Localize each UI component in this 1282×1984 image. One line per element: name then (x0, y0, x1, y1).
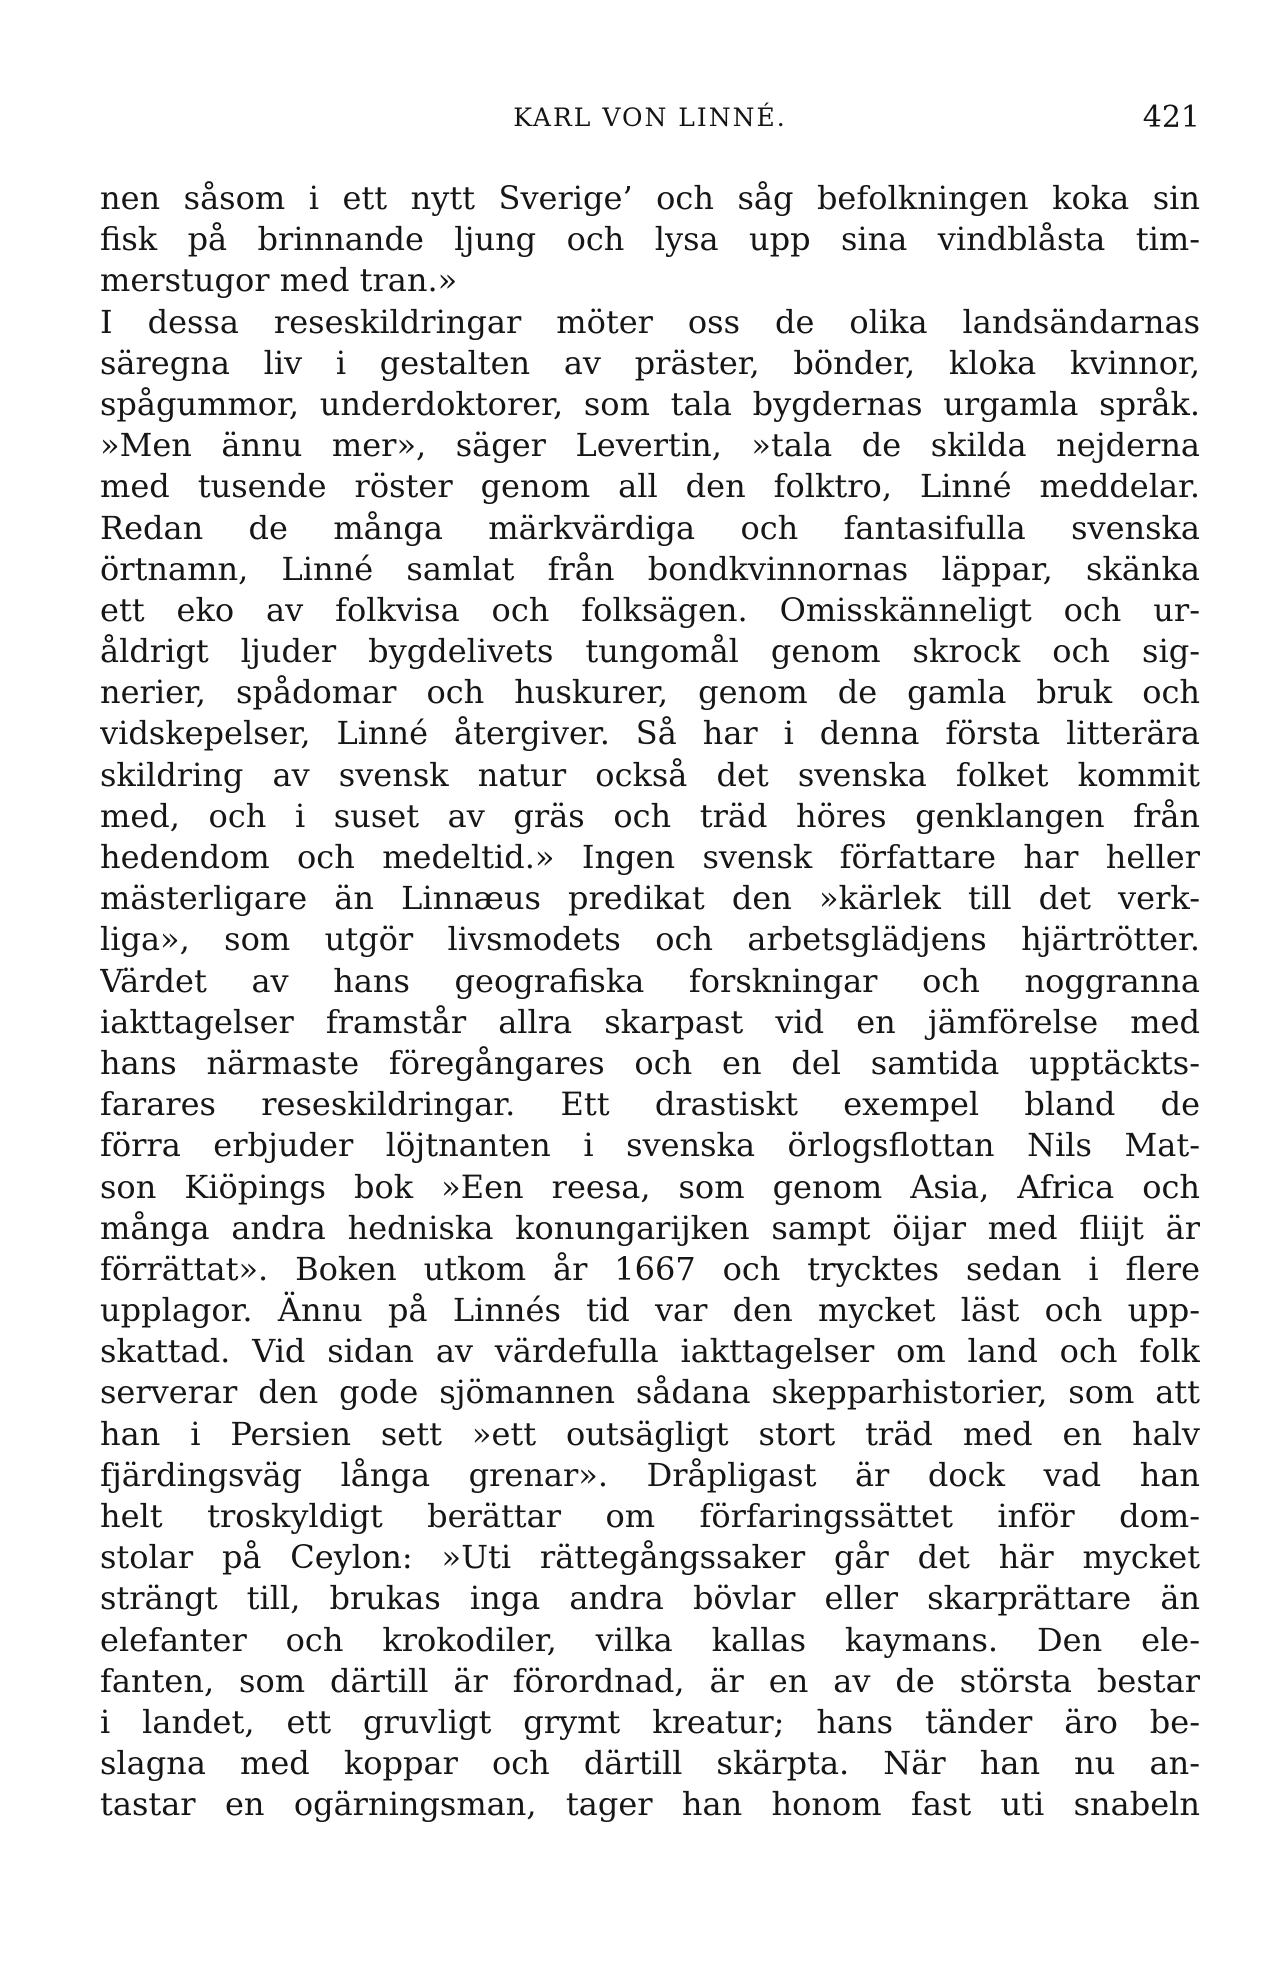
text-line: helt troskyldigt berättar om förfaringssättet inför dom- (100, 1497, 1200, 1535)
text-line: örtnamn, Linné samlat från bondkvinnornas läppar, skänka (100, 549, 1200, 588)
text-line: hans närmaste föregångares och en del samtida upptäckts- (100, 1043, 1200, 1082)
text-line: han i Persien sett »ett outsägligt stort träd med en halv (100, 1414, 1200, 1453)
text-line: iakttagelser framstår allra skarpast vid en jämförelse med (100, 1002, 1200, 1041)
text-line: spågummor, underdoktorer, som tala bygdernas urgamla språk. (100, 384, 1200, 423)
text-line: många andra hedniska konungarijken sampt öijar med fliijt är (100, 1208, 1200, 1247)
text-line: ett eko av folkvisa och folksägen. Omisskänneligt och ur- (100, 590, 1200, 629)
text-line: vidskepelser, Linné återgiver. Så har i denna första litterära (100, 714, 1200, 753)
text-line: mästerligare än Linnæus predikat den »kärlek till det verk- (100, 879, 1200, 918)
text-line: åldrigt ljuder bygdelivets tungomål genom skrock och sig- (100, 632, 1200, 671)
text-line: merstugor med tran.» (100, 261, 458, 300)
text-line: fjärdingsväg långa grenar». Dråpligast är dock vad han (100, 1455, 1200, 1494)
text-line: strängt till, brukas inga andra bövlar eller skarprättare än (100, 1579, 1200, 1618)
running-title: KARL VON LINNÉ. (513, 103, 787, 132)
text-line: skattad. Vid sidan av värdefulla iakttagelser om land och folk (100, 1332, 1200, 1371)
text-line: tastar en ogärningsman, tager han honom fast uti snabeln (100, 1785, 1200, 1824)
page-number: 421 (1142, 100, 1200, 135)
text-line: säregna liv i gestalten av präster, bönder, kloka kvinnor, (100, 343, 1200, 382)
text-line: fisk på brinnande ljung och lysa upp sina vindblåsta tim- (100, 220, 1200, 259)
text-line: nerier, spådomar och huskurer, genom de gamla bruk och (100, 673, 1200, 712)
text-line: »Men ännu mer», säger Levertin, »tala de skilda nejderna (100, 426, 1200, 465)
text-line: Redan de många märkvärdiga och fantasifulla svenska (100, 508, 1200, 547)
text-line: stolar på Ceylon: »Uti rättegångssaker går det här mycket (100, 1538, 1200, 1577)
text-line: fanten, som därtill är förordnad, är en av de största bestar (100, 1661, 1200, 1700)
text-line: elefanter och krokodiler, vilka kallas kaymans. Den ele- (100, 1620, 1200, 1659)
text-line: nen såsom i ett nytt Sverige’ och såg befolkningen koka sin (100, 179, 1200, 217)
text-line: förra erbjuder löjtnanten i svenska örlogsflottan Nils Mat- (100, 1126, 1200, 1165)
text-line: hedendom och medeltid.» Ingen svensk författare har heller (100, 838, 1200, 876)
text-line: med tusende röster genom all den folktro, Linné meddelar. (100, 467, 1200, 506)
text-line: Värdet av hans geografiska forskningar och noggranna (100, 961, 1200, 1000)
text-line: I dessa reseskildringar möter oss de olika landsändarnas (100, 302, 1200, 341)
text-line: skildring av svensk natur också det svenska folket kommit (100, 755, 1200, 794)
text-line: i landet, ett gruvligt grymt kreatur; hans tänder äro be- (100, 1702, 1200, 1741)
text-line: liga», som utgör livsmodets och arbetsglädjens hjärtrötter. (100, 920, 1200, 959)
text-line: upplagor. Ännu på Linnés tid var den mycket läst och upp- (100, 1291, 1200, 1330)
text-line: förrättat». Boken utkom år 1667 och trycktes sedan i flere (100, 1249, 1200, 1288)
text-line: serverar den gode sjömannen sådana skepparhistorier, som att (100, 1373, 1200, 1412)
text-line: slagna med koppar och därtill skärpta. När han nu an- (100, 1744, 1200, 1783)
body-text (100, 178, 1200, 1826)
text-line: med, och i suset av gräs och träd höres genklangen från (100, 796, 1200, 835)
text-line: farares reseskildringar. Ett drastiskt exempel bland de (100, 1085, 1200, 1124)
running-head (100, 96, 1200, 140)
text-line: son Kiöpings bok »Een reesa, som genom Asia, Africa och (100, 1167, 1200, 1206)
